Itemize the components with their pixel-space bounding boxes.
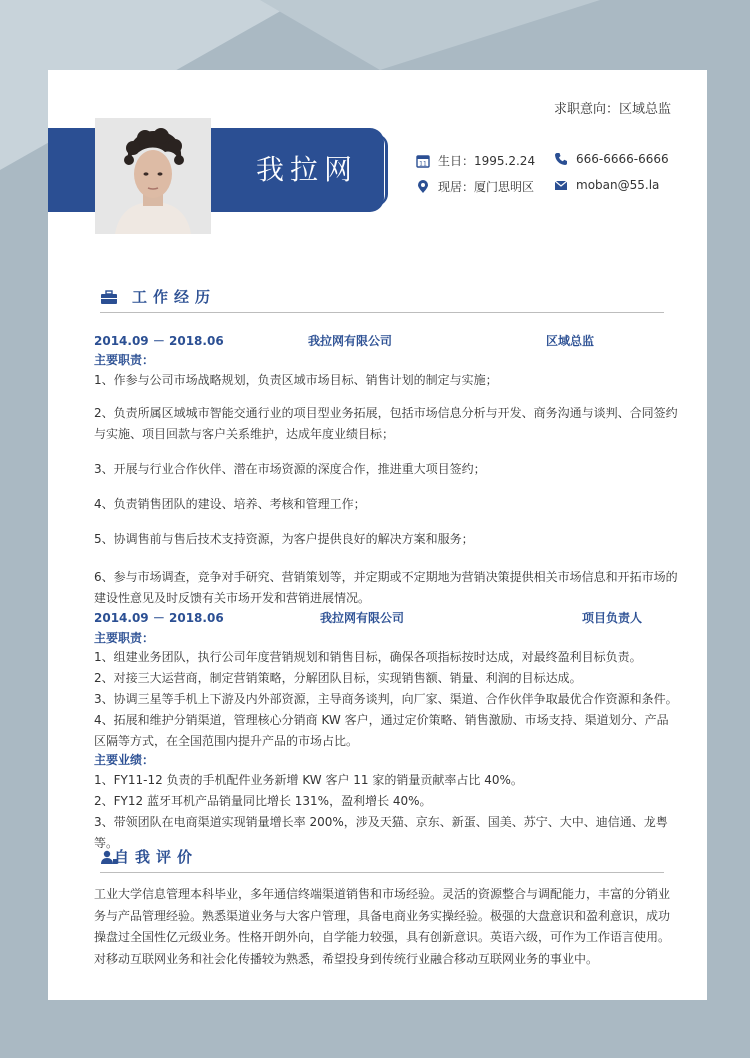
- achievement-item: 2、FY12 蓝牙耳机产品销量同比增长 131%，盈利增长 40%。: [94, 794, 432, 808]
- calendar-icon: [416, 154, 430, 168]
- avatar: [95, 118, 211, 234]
- job-intent: 求职意向：区域总监: [553, 102, 671, 117]
- birth-info: 11 生日：1995.2.24: [416, 152, 535, 169]
- candidate-name: 我拉网: [256, 153, 359, 186]
- achievement-item: 3、带领团队在电商渠道实现销量增长率 200%，涉及天猫、京东、新蛋、国美、苏宁、大中、迪信通、龙粤等。: [94, 815, 668, 850]
- phone-info: 666-6666-6666: [554, 152, 669, 166]
- duty-item: 6、参与市场调查，竞争对手研究、营销策划等，并定期或不定期地为营销决策提供相关市场信息和开拓市场的建设性意见及时反馈有关市场开发和营销进展情况。: [94, 570, 678, 605]
- duty-label: 主要职责：: [94, 631, 155, 645]
- achievement-item: 1、FY11-12 负责的手机配件业务新增 KW 客户 11 家的销量贡献率占比 40%。: [94, 773, 523, 787]
- background-shape: [260, 0, 600, 70]
- job-company: 我拉网有限公司: [308, 334, 393, 348]
- self-section-header: [100, 844, 664, 873]
- self-evaluation-text: 工业大学信息管理本科毕业，多年通信终端渠道销售和市场经验。灵活的资源整合与调配能力，丰富的分销业务与产品管理经验。熟悉渠道业务与大客户管理，具备电商业务实操经验。极强的大盘意识和盈利意识，成功操盘过全国性亿元级业务。性格开朗外向，自学能力较强，具有创新意识。英语六级，可作为工作语言使用。对移动互联网业务和社会化传播较为熟悉，希望投身到传统行业融合移动互联网业务的事业中。: [94, 887, 671, 966]
- job-position: 项目负责人: [582, 611, 643, 625]
- duty-item: 2、负责所属区域城市智能交通行业的项目型业务拓展，包括市场信息分析与开发、商务沟通与谈判、合同签约与实施、项目回款与客户关系维护，达成年度业绩目标；: [94, 406, 678, 441]
- duty-item: 4、拓展和维护分销渠道，管理核心分销商 KW 客户，通过定价策略、销售激励、市场支持、渠道划分、产品区隔等方式，在全国范围内提升产品的市场占比。: [94, 713, 669, 748]
- duty-item: 4、负责销售团队的建设、培养、考核和管理工作；: [94, 497, 366, 511]
- job-period: 2014.09 － 2018.06: [94, 334, 224, 348]
- email-info: moban@55.la: [554, 178, 659, 192]
- resume-page: [48, 70, 707, 1000]
- section-title: 工作经历: [132, 288, 217, 306]
- duty-item: 3、协调三星等手机上下游及内外部资源，主导商务谈判，向厂家、渠道、合作伙伴争取最优合作资源和条件。: [94, 692, 678, 706]
- duty-item: 1、作参与公司市场战略规划，负责区域市场目标、销售计划的制定与实施；: [94, 373, 498, 387]
- phone-icon: [554, 152, 568, 166]
- location-icon: [416, 180, 430, 194]
- duty-label: 主要职责：: [94, 353, 155, 367]
- duty-item: 2、对接三大运营商，制定营销策略，分解团队目标，实现销售额、销量、利润的目标达成。: [94, 671, 582, 685]
- work-section-header: [100, 284, 664, 313]
- job-period: 2014.09 － 2018.06: [94, 611, 224, 625]
- location-info: 现居：厦门思明区: [416, 178, 534, 195]
- job-company: 我拉网有限公司: [320, 611, 405, 625]
- mail-icon: [554, 178, 568, 192]
- duty-item: 3、开展与行业合作伙伴、潜在市场资源的深度合作，推进重大项目签约；: [94, 462, 486, 476]
- section-title: 自我评价: [114, 848, 199, 866]
- job-position: 区域总监: [546, 334, 595, 348]
- duty-item: 1、组建业务团队，执行公司年度营销规划和销售目标，确保各项指标按时达成，对最终盈利目标负责。: [94, 650, 642, 664]
- achievement-label: 主要业绩：: [94, 753, 155, 767]
- briefcase-icon: [100, 290, 118, 309]
- svg-text:11: 11: [419, 160, 427, 167]
- duty-item: 5、协调售前与售后技术支持资源，为客户提供良好的解决方案和服务；: [94, 532, 474, 546]
